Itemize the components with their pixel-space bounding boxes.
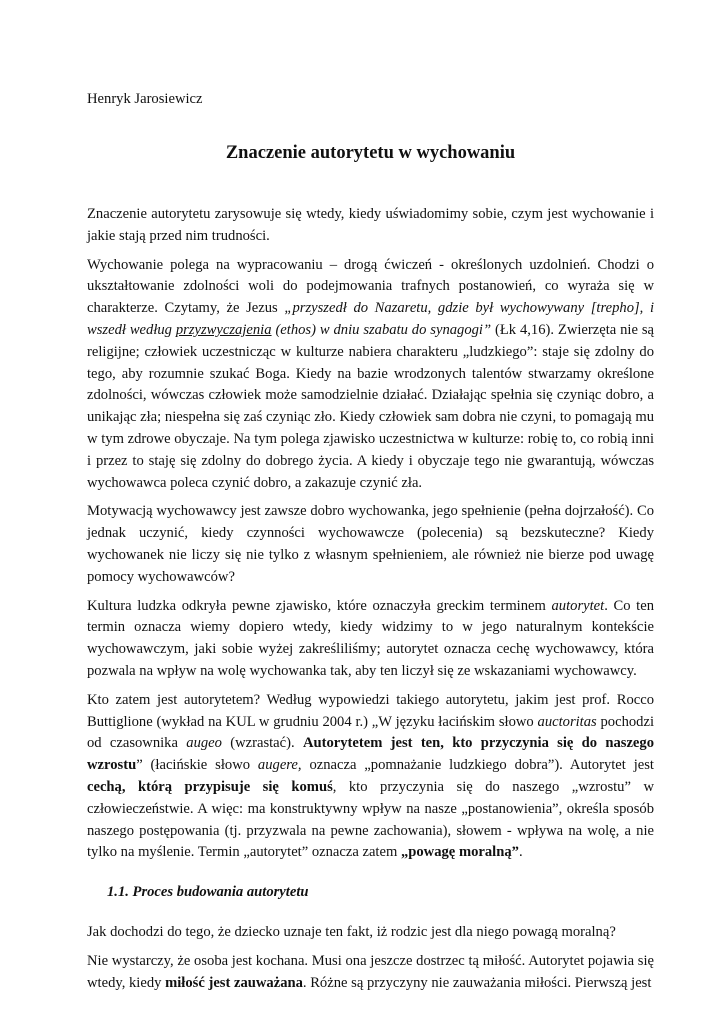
paragraph-love: Nie wystarczy, że osoba jest kochana. Musi ona jeszcze dostrzec tą miłość. Autorytet pojawia się wtedy, kiedy miłość jest zauważana. Różne są przyczyny nie zauważania miłości. Pierwszą jest	[87, 952, 654, 991]
author-name: Henryk Jarosiewicz	[87, 91, 203, 107]
paragraph-motivation: Motywacją wychowawcy jest zawsze dobro wychowanka, jego spełnienie (pełna dojrzałość). Co jednak uczynić, kiedy czynności wychowawcze (polecenia) są bezskuteczne? Kiedy wychowanek nie liczy się nie tylko z własnym spełnieniem, ale również nie bierze pod uwagę pomocy wychowawców?	[87, 503, 654, 585]
paragraph-who-is-authority: Kto zatem jest autorytetem? Według wypowiedzi takiego autorytetu, jakim jest prof. Rocco Buttiglione (wykład na KUL w grudniu 2004 r.) „W języku łacińskim słowo auctoritas pochodzi od czasownika augeo (wzrastać). Autorytetem jest ten, kto przyczynia się do naszego wzrostu” (łacińskie słowo augere, oznacza „pomnażanie ludzkiego dobra”). Autorytet jest cechą, którą przypisuje się komuś, kto przyczynia się do naszego „wzrostu” w człowieczeństwie. A więc: ma konstruktywny wpływ na nasze „postanowienia”, określa sposób naszego postępowania (tj. przyzwala na pewne zachowania), słowem - wpływa na wolę, a nie tylko na myślenie. Termin „autorytet” oznacza zatem „powagę moralną”.	[87, 691, 655, 861]
scripture-quote: „przyszedł do Nazaretu, gdzie był wychowywany [trepho], i wszedł według przyzwyczajenia (ethos) w dniu szabatu do synagogi”	[87, 300, 655, 338]
paragraph-upbringing: Wychowanie polega na wypracowaniu – drogą ćwiczeń - określonych uzdolnień. Chodzi o ukształtowanie zdolności woli do podejmowania trafnych postanowień, co wyraża się w charakterze. Czytamy, że Jezus „przyszedł do Nazaretu, gdzie był wychowywany [trepho], i wszedł według przyzwyczajenia (ethos) w dniu szabatu do synagogi” (Łk 4,16). Zwierzęta nie są religijne; człowiek uczestnicząc w kulturze nabiera charakteru „ludzkiego”: staje się zdolny do tego, aby rozumnie szukać Boga. Kiedy na bazie wrodzonych talentów stwarzamy określone zdolności, wówczas człowiek może samodzielnie działać. Działając spełnia się czyniąc dobro, a unikając zła; niespełna się zaś czyniąc zło. Kiedy człowiek sam dobra nie czyni, to pomagają mu w tym zdrowe obyczaje. Na tym polega zjawisko uczestnictwa w kulturze: robię to, co robią inni i przez to staję się zdolny do dobrego życia. A kiedy i obyczaje tego nie gwarantują, wówczas wychowawca poleca czynić dobro, a zakazuje czynić zła.	[87, 256, 655, 491]
document-title: Znaczenie autorytetu w wychowaniu	[225, 143, 516, 163]
paragraph-culture: Kultura ludzka odkryła pewne zjawisko, które oznaczyła greckim terminem autorytet. Co ten termin oznacza wiemy dopiero wtedy, kiedy widzimy to w jego naturalnym kontekście wychowawczym, jaki sobie wyżej zakreśliliśmy; autorytet oznacza cechę wychowawcy, która pozwala na wpływ na wolę wychowanka tak, aby ten liczył się ze wskazaniami wychowawcy.	[87, 597, 654, 679]
section-heading: 1.1. Proces budowania autorytetu	[107, 884, 309, 901]
paragraph-intro: Znaczenie autorytetu zarysowuje się wtedy, kiedy uświadomimy sobie, czym jest wychowanie i jakie stają przed nim trudności.	[87, 206, 654, 244]
document-body	[87, 204, 654, 1001]
paragraph-question: Jak dochodzi do tego, że dziecko uznaje ten fakt, iż rodzic jest dla niego powagą moralną?	[87, 923, 616, 940]
